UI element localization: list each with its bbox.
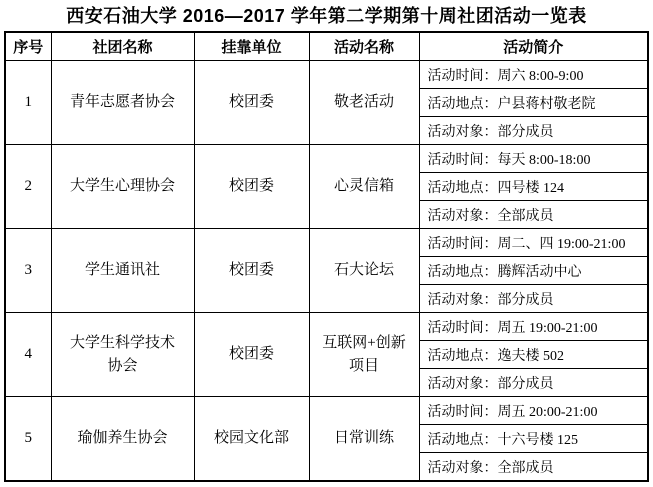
club-name-cell: 瑜伽养生协会 — [51, 397, 194, 482]
unit-cell: 校团委 — [194, 61, 309, 145]
activity-name-cell: 敬老活动 — [309, 61, 419, 145]
club-name-cell: 学生通讯社 — [51, 229, 194, 313]
unit-cell: 校团委 — [194, 145, 309, 229]
detail-target-cell: 活动对象：部分成员 — [419, 117, 648, 145]
detail-time-cell: 活动时间：周六 8:00-9:00 — [419, 61, 648, 89]
detail-target-cell: 活动对象：部分成员 — [419, 285, 648, 313]
detail-target-cell: 活动对象：全部成员 — [419, 201, 648, 229]
row-no-cell: 3 — [5, 229, 51, 313]
header-row — [5, 32, 648, 61]
activity-name-cell: 互联网+创新项目 — [309, 313, 419, 397]
table-row — [5, 61, 648, 89]
table-row — [5, 313, 648, 341]
col-header-club: 社团名称 — [51, 32, 194, 61]
row-no-cell: 5 — [5, 397, 51, 482]
detail-place-cell: 活动地点：逸夫楼 502 — [419, 341, 648, 369]
unit-cell: 校团委 — [194, 313, 309, 397]
club-name-cell: 大学生科学技术协会 — [51, 313, 194, 397]
row-no-cell: 1 — [5, 61, 51, 145]
col-header-activity: 活动名称 — [309, 32, 419, 61]
detail-time-cell: 活动时间：每天 8:00-18:00 — [419, 145, 648, 173]
col-header-no: 序号 — [5, 32, 51, 61]
detail-target-cell: 活动对象：全部成员 — [419, 453, 648, 482]
activity-name-cell: 日常训练 — [309, 397, 419, 482]
club-name-cell: 青年志愿者协会 — [51, 61, 194, 145]
activities-table — [4, 31, 649, 482]
detail-time-cell: 活动时间：周五 20:00-21:00 — [419, 397, 648, 425]
detail-time-cell: 活动时间：周二、四 19:00-21:00 — [419, 229, 648, 257]
club-name-cell: 大学生心理协会 — [51, 145, 194, 229]
table-row — [5, 229, 648, 257]
unit-cell: 校园文化部 — [194, 397, 309, 482]
unit-cell: 校团委 — [194, 229, 309, 313]
table-row — [5, 397, 648, 425]
page-title: 西安石油大学 2016—2017 学年第二学期第十周社团活动一览表 — [66, 6, 587, 26]
detail-time-cell: 活动时间：周五 19:00-21:00 — [419, 313, 648, 341]
table-row — [5, 145, 648, 173]
detail-place-cell: 活动地点：户县蒋村敬老院 — [419, 89, 648, 117]
detail-place-cell: 活动地点：四号楼 124 — [419, 173, 648, 201]
activity-name-cell: 石大论坛 — [309, 229, 419, 313]
col-header-unit: 挂靠单位 — [194, 32, 309, 61]
col-header-intro: 活动简介 — [419, 32, 648, 61]
activity-name-cell: 心灵信箱 — [309, 145, 419, 229]
row-no-cell: 4 — [5, 313, 51, 397]
row-no-cell: 2 — [5, 145, 51, 229]
detail-place-cell: 活动地点：腾辉活动中心 — [419, 257, 648, 285]
detail-target-cell: 活动对象：部分成员 — [419, 369, 648, 397]
detail-place-cell: 活动地点：十六号楼 125 — [419, 425, 648, 453]
